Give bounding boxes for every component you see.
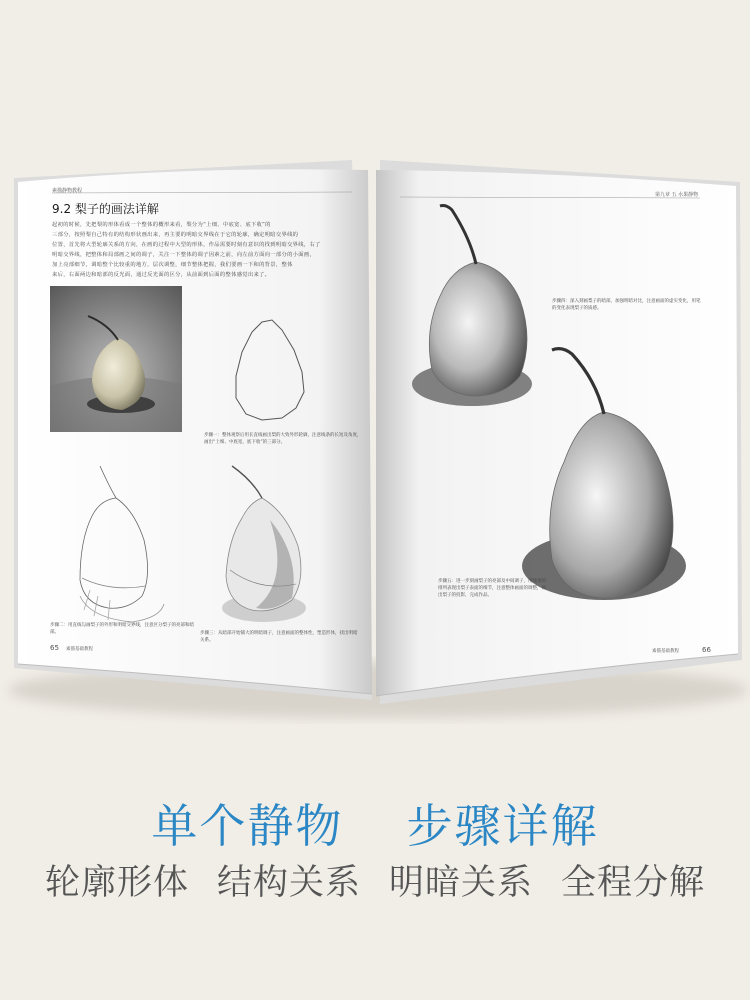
- brand-right: 素描基础教程: [652, 649, 679, 654]
- caption-step2: 步骤二：用直线勾画梨子的外形和明暗交界线，注意区分梨子的亮部和暗部。: [50, 623, 194, 635]
- right-page-header: 第九章 五 水果静物: [655, 192, 699, 198]
- subline-item: 结构关系: [216, 863, 361, 903]
- subline-item: 明暗关系: [389, 863, 534, 903]
- headline-part1: 单个静物: [151, 799, 344, 853]
- body-line: 来后，右面两边和暗部的反光面，通过反光面的区分，从前面到后面的整体感觉出来了。: [52, 272, 271, 278]
- page-number-left: 65: [50, 644, 59, 652]
- promo-subline: [0, 855, 750, 905]
- body-line: 起初的时候，先把梨的形体看成一个整体的概形来看，梨分为“上细、中底宽、底下收”的: [52, 222, 271, 228]
- caption-step1: 步骤一：整体观察后用长直线画出梨的大致外形轮廓，注意线条的长短及角度，画出“上细、中底宽、底下收”的三部分。: [204, 433, 362, 445]
- body-line: 明暗交界线，把整体和局部画之间的调子，关注一下整体的调子因素之前，向左前方面向一部分的小面画，: [52, 252, 316, 258]
- body-line: 位置，首先将大型轮廓关系的方向，在画的过程中大型的形体，作品需要时刻有意识的找到明暗交界线，右了: [52, 242, 321, 248]
- caption-step5: 步骤五：进一步刻画梨子的亮部及中间调子，用线条的排列表现出梨子表面的细节，注意整体画面的调整，画出梨子的投影，完成作品。: [438, 579, 546, 598]
- pear-photo: [50, 286, 182, 432]
- promo-headline: [0, 790, 750, 856]
- page-number-right: 66: [702, 646, 711, 654]
- caption-step3: 步骤三：从暗部开始铺大的明暗调子，注意画面的整体性，塑造形体，找出明暗关系。: [200, 631, 358, 643]
- subline-item: 轮廓形体: [44, 863, 189, 903]
- caption-step4: 步骤四：深入刻画梨子的暗部，加强明暗对比，注意画面的虚实变化，用笔的变化表现梨子的质感。: [552, 299, 701, 311]
- subline-item: 全程分解: [561, 863, 706, 903]
- left-page-header: 素描静物教程: [52, 188, 83, 194]
- body-line: 加上亮部细节，调暗整个比较重的地方，层次调整，细节整体把握，我们要画一下和的背景，整体: [52, 262, 293, 268]
- right-page: [376, 170, 738, 696]
- section-title: 9.2 梨子的画法详解: [52, 202, 159, 216]
- headline-part2: 步骤详解: [406, 799, 599, 853]
- body-line: 三部分，按照梨自己特有的结构形状画出来，再主要的明暗交界线在于它的轮廓，确定明暗交界线的: [52, 232, 299, 238]
- brand-left: 素描基础教程: [66, 647, 93, 652]
